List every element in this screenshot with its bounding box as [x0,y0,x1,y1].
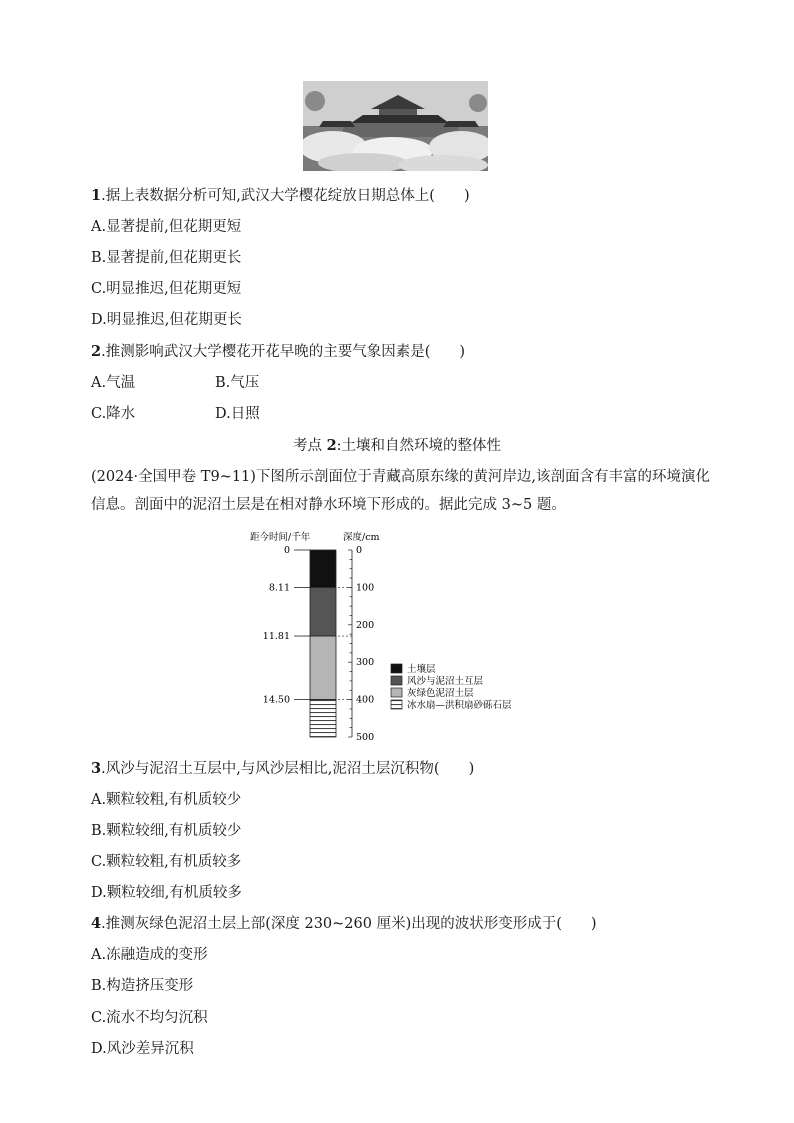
legend-swatch [391,688,402,697]
legend-label: 灰绿色泥沼土层 [407,688,474,699]
question-1-option-c: C.明显推迟,但花期更短 [91,281,242,297]
legend-label: 风沙与泥沼土互层 [407,676,484,687]
layer-3 [310,636,336,700]
question-3-option-d: D.颗粒较细,有机质较多 [91,885,242,901]
depth-tick-label: 100 [356,582,375,594]
question-2-options-row2 [91,404,391,424]
legend-swatch [391,664,402,673]
question-2-option-b: B.气压 [215,375,260,391]
question-3-option-b: B.颗粒较细,有机质较少 [91,823,242,839]
legend-swatch [391,676,402,685]
campus-building-icon [303,81,488,171]
question-4-option-b: B.构造挤压变形 [91,978,194,994]
right-axis-title: 深度/cm [343,532,380,543]
depth-tick-label: 500 [356,732,375,743]
layer-2 [310,587,336,636]
depth-tick-label: 0 [356,545,363,556]
question-2-option-c: C.降水 [91,406,136,422]
question-3-option-a: A.颗粒较粗,有机质较少 [91,792,242,808]
question-2-option-a: A.气温 [91,375,136,391]
question-1-stem: 1.据上表数据分析可知,武汉大学樱花绽放日期总体上( ) [91,187,470,204]
legend-label: 土壤层 [407,664,436,675]
question-4-stem: 4.推测灰绿色泥沼土层上部(深度 230~260 厘米)出现的波状形变形成于( ) [91,915,597,932]
section-heading: 考点 2:土壤和自然环境的整体性 [292,437,502,454]
left-tick-label: 14.50 [262,694,290,706]
layer-1 [310,550,336,587]
question-2-option-d: D.日照 [215,406,260,422]
depth-tick-label: 300 [356,657,375,669]
legend-label: 冰水扇—洪积扇砂砾石层 [407,700,512,711]
question-1-option-a: A.显著提前,但花期更短 [91,219,242,235]
question-4-option-a: A.冻融造成的变形 [91,947,208,963]
layer-4 [310,700,336,737]
question-3-option-c: C.颗粒较粗,有机质较多 [91,854,242,870]
question-3-stem: 3.风沙与泥沼土互层中,与风沙层相比,泥沼土层沉积物( ) [91,760,475,777]
campus-building-photo [303,81,488,171]
question-1-option-d: D.明显推迟,但花期更长 [91,312,242,328]
question-2-stem: 2.推测影响武汉大学樱花开花早晚的主要气象因素是( ) [91,343,466,360]
stratigraphic-column-chart [240,528,560,748]
intro-paragraph: (2024·全国甲卷 T9~11)下图所示剖面位于青藏高原东缘的黄河岸边,该剖面含有丰富的环境演化信息。剖面中的泥沼土层是在相对静水环境下形成的。据此完成 3~5 题。 [91,469,711,513]
question-1-option-b: B.显著提前,但花期更长 [91,250,242,266]
question-2-options-row1 [91,373,391,393]
left-axis-title: 距今时间/千年 [250,532,311,543]
depth-tick-label: 200 [356,619,375,631]
question-4-option-c: C.流水不均匀沉积 [91,1010,208,1026]
legend-swatch [391,700,402,709]
left-tick-label: 11.81 [262,631,290,643]
left-tick-label: 8.11 [268,582,290,594]
question-4-option-d: D.风沙差异沉积 [91,1041,194,1057]
depth-tick-label: 400 [356,694,375,706]
left-tick-label: 0 [283,545,290,556]
